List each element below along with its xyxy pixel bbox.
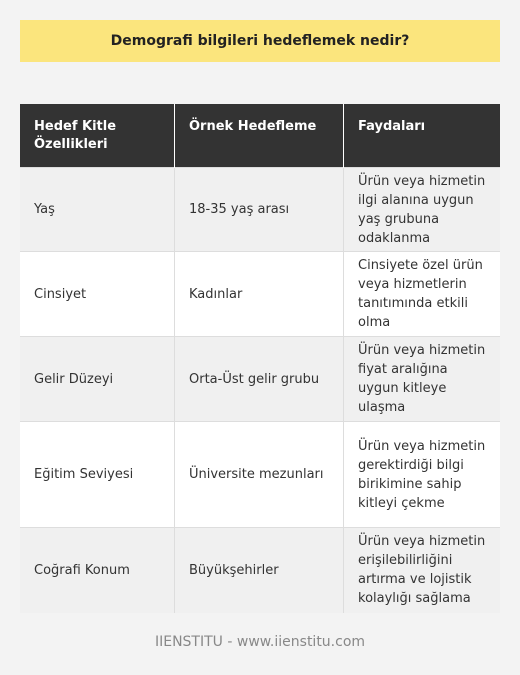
footer-credit: IIENSTITU - www.iienstitu.com [154, 634, 366, 650]
cell-example: Büyükşehirler [175, 528, 344, 613]
cell-feature: Coğrafi Konum [20, 528, 175, 613]
cell-benefit: Ürün veya hizmetin ilgi alanına uygun yaş grubuna odaklanma [344, 168, 501, 252]
cell-example: Kadınlar [175, 252, 344, 337]
cell-example: Orta-Üst gelir grubu [175, 337, 344, 422]
table-row [20, 337, 500, 422]
table-header-row [20, 104, 500, 168]
cell-benefit: Ürün veya hizmetin gerektirdiği bilgi birikimine sahip kitleyi çekme [344, 422, 501, 528]
cell-benefit: Cinsiyete özel ürün veya hizmetlerin tanıtımında etkili olma [344, 252, 501, 337]
cell-benefit: Ürün veya hizmetin erişilebilirliğini artırma ve lojistik kolaylığı sağlama [344, 528, 501, 613]
table-row [20, 168, 500, 252]
demographics-table [20, 104, 500, 613]
column-header-benefits: Faydaları [344, 104, 501, 168]
column-header-example-targeting: Örnek Hedefleme [175, 104, 344, 168]
cell-feature: Eğitim Seviyesi [20, 422, 175, 528]
cell-feature: Cinsiyet [20, 252, 175, 337]
table-row [20, 528, 500, 613]
cell-benefit: Ürün veya hizmetin fiyat aralığına uygun kitleye ulaşma [344, 337, 501, 422]
cell-example: Üniversite mezunları [175, 422, 344, 528]
cell-feature: Gelir Düzeyi [20, 337, 175, 422]
cell-feature: Yaş [20, 168, 175, 252]
table-row [20, 422, 500, 528]
cell-example: 18-35 yaş arası [175, 168, 344, 252]
column-header-target-features: Hedef Kitle Özellikleri [20, 104, 175, 168]
table-row [20, 252, 500, 337]
page-title: Demografi bilgileri hedeflemek nedir? [20, 20, 500, 62]
